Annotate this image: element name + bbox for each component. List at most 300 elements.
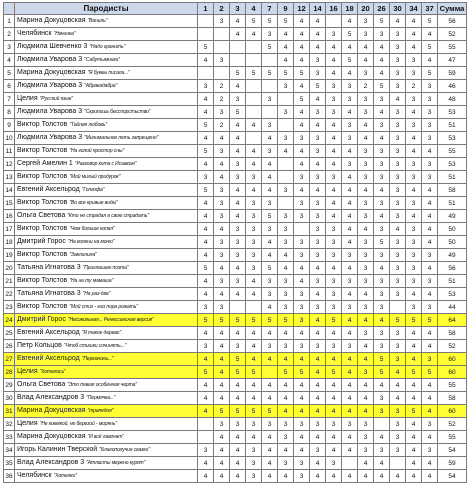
score-cell: 3 xyxy=(278,184,294,197)
score-cell: 4 xyxy=(214,132,230,145)
row-number: 5 xyxy=(4,67,15,80)
score-cell: 4 xyxy=(198,197,214,210)
score-cell: 4 xyxy=(422,431,438,444)
work-title: "Несокольная... Ренессансная версия" xyxy=(67,317,154,324)
score-cell: 4 xyxy=(230,28,246,41)
score-cell: 3 xyxy=(358,171,374,184)
score-cell: 4 xyxy=(326,405,342,418)
score-cell: 3 xyxy=(358,15,374,28)
score-cell: 4 xyxy=(198,54,214,67)
score-cell: 5 xyxy=(262,15,278,28)
score-cell: 5 xyxy=(262,210,278,223)
score-cell: 4 xyxy=(358,340,374,353)
score-cell: 3 xyxy=(278,210,294,223)
score-cell: 5 xyxy=(262,41,278,54)
author-name: Марина Докуцовская xyxy=(17,433,86,441)
parodist-cell xyxy=(15,288,198,301)
score-cell: 3 xyxy=(358,197,374,210)
work-title: "Начинка" xyxy=(53,31,76,38)
parodist-cell xyxy=(15,93,198,106)
score-cell: 3 xyxy=(374,275,390,288)
score-cell: 3 xyxy=(358,301,374,314)
score-cell: 4 xyxy=(246,119,262,132)
score-cell: 3 xyxy=(278,418,294,431)
table-row xyxy=(4,106,467,119)
score-cell: 3 xyxy=(326,223,342,236)
score-cell: 4 xyxy=(326,132,342,145)
score-cell: 3 xyxy=(294,470,310,483)
score-cell: 4 xyxy=(390,470,406,483)
score-cell xyxy=(214,41,230,54)
author-name: Виктор Толстов xyxy=(17,251,68,259)
score-cell: 3 xyxy=(358,275,374,288)
row-number: 20 xyxy=(4,262,15,275)
score-cell: 3 xyxy=(358,444,374,457)
author-name: Виктор Толстов xyxy=(17,277,68,285)
score-cell: 5 xyxy=(422,366,438,379)
header-judge: 30 xyxy=(390,3,406,15)
score-cell: 4 xyxy=(310,431,326,444)
score-cell: 3 xyxy=(342,340,358,353)
score-cell xyxy=(198,67,214,80)
score-cell: 4 xyxy=(406,379,422,392)
score-cell: 3 xyxy=(374,249,390,262)
score-cell xyxy=(262,366,278,379)
author-name: Челябинск xyxy=(17,472,52,480)
table-row xyxy=(4,327,467,340)
score-cell: 3 xyxy=(358,210,374,223)
score-cell: 3 xyxy=(422,106,438,119)
score-cell: 4 xyxy=(278,470,294,483)
parodist-cell xyxy=(15,340,198,353)
score-cell: 3 xyxy=(214,184,230,197)
score-cell: 4 xyxy=(374,379,390,392)
score-cell: 3 xyxy=(326,340,342,353)
score-cell: 3 xyxy=(422,171,438,184)
score-cell: 3 xyxy=(374,28,390,41)
score-cell: 4 xyxy=(294,15,310,28)
score-cell: 3 xyxy=(374,119,390,132)
score-cell: 4 xyxy=(294,54,310,67)
score-cell: 3 xyxy=(390,262,406,275)
score-cell: 4 xyxy=(294,106,310,119)
score-cell: 3 xyxy=(406,275,422,288)
score-cell: 4 xyxy=(374,67,390,80)
score-cell: 4 xyxy=(358,379,374,392)
score-cell: 3 xyxy=(310,223,326,236)
sum-cell: 49 xyxy=(438,249,467,262)
score-cell: 3 xyxy=(246,223,262,236)
work-title: "Чтоб стишки сочинять..." xyxy=(63,343,127,350)
score-cell: 4 xyxy=(390,392,406,405)
score-cell: 4 xyxy=(214,431,230,444)
score-cell: 5 xyxy=(214,314,230,327)
score-cell: 4 xyxy=(198,93,214,106)
table-row xyxy=(4,314,467,327)
score-cell: 4 xyxy=(230,392,246,405)
table-row xyxy=(4,262,467,275)
score-cell: 4 xyxy=(358,470,374,483)
score-cell xyxy=(214,67,230,80)
score-cell: 4 xyxy=(358,184,374,197)
score-cell: 3 xyxy=(326,301,342,314)
score-cell: 3 xyxy=(198,80,214,93)
score-cell: 4 xyxy=(326,145,342,158)
score-cell: 3 xyxy=(358,236,374,249)
work-title: "На голой простор сны" xyxy=(69,148,125,155)
work-title: "Пермячка..." xyxy=(86,395,116,402)
score-cell: 4 xyxy=(246,340,262,353)
score-cell: 4 xyxy=(294,28,310,41)
score-cell: 3 xyxy=(390,184,406,197)
score-cell: 3 xyxy=(390,158,406,171)
score-cell: 4 xyxy=(422,405,438,418)
header-judge: 16 xyxy=(326,3,342,15)
score-cell: 3 xyxy=(246,249,262,262)
score-cell: 4 xyxy=(294,41,310,54)
row-number: 18 xyxy=(4,236,15,249)
parodist-cell xyxy=(15,275,198,288)
score-cell: 4 xyxy=(262,158,278,171)
score-cell: 4 xyxy=(262,470,278,483)
score-cell: 4 xyxy=(422,145,438,158)
score-cell: 4 xyxy=(374,470,390,483)
score-cell: 5 xyxy=(278,314,294,327)
score-cell: 4 xyxy=(422,28,438,41)
score-cell: 5 xyxy=(278,67,294,80)
score-cell: 4 xyxy=(326,444,342,457)
score-cell: 3 xyxy=(278,223,294,236)
author-name: Челябинск xyxy=(17,30,52,38)
work-title: "Скрипишь бесспорстьство" xyxy=(84,109,151,116)
score-cell: 3 xyxy=(422,249,438,262)
score-cell: 4 xyxy=(422,288,438,301)
score-cell: 4 xyxy=(342,353,358,366)
score-cell: 3 xyxy=(294,171,310,184)
score-cell: 4 xyxy=(278,262,294,275)
parodist-cell xyxy=(15,366,198,379)
score-cell: 3 xyxy=(246,470,262,483)
score-cell: 3 xyxy=(294,197,310,210)
score-cell: 4 xyxy=(422,236,438,249)
score-cell: 4 xyxy=(214,223,230,236)
score-cell: 4 xyxy=(294,262,310,275)
score-cell: 3 xyxy=(326,275,342,288)
author-name: Виктор Толстов xyxy=(17,225,68,233)
parodist-cell xyxy=(15,262,198,275)
score-cell: 3 xyxy=(342,249,358,262)
score-cell: 4 xyxy=(214,262,230,275)
score-cell: 3 xyxy=(246,197,262,210)
score-cell: 3 xyxy=(294,301,310,314)
parodist-cell xyxy=(15,119,198,132)
score-cell xyxy=(230,41,246,54)
score-cell: 3 xyxy=(342,132,358,145)
score-cell: 4 xyxy=(214,288,230,301)
parodist-cell xyxy=(15,171,198,184)
author-name: Ольга Светова xyxy=(17,381,66,389)
score-cell xyxy=(246,41,262,54)
sum-cell: 55 xyxy=(438,379,467,392)
score-cell: 3 xyxy=(406,262,422,275)
row-number: 12 xyxy=(4,158,15,171)
score-cell: 3 xyxy=(390,353,406,366)
score-cell: 3 xyxy=(406,158,422,171)
sum-cell: 52 xyxy=(438,340,467,353)
score-cell xyxy=(278,171,294,184)
table-row xyxy=(4,470,467,483)
score-cell: 3 xyxy=(358,262,374,275)
score-cell: 4 xyxy=(326,197,342,210)
score-cell: 4 xyxy=(294,444,310,457)
sum-cell: 51 xyxy=(438,119,467,132)
score-cell: 3 xyxy=(278,275,294,288)
score-cell: 3 xyxy=(342,119,358,132)
score-cell: 3 xyxy=(214,249,230,262)
score-cell: 4 xyxy=(230,197,246,210)
score-cell: 4 xyxy=(214,353,230,366)
work-title: "Мой милый придурок" xyxy=(69,174,121,181)
parodist-cell xyxy=(15,223,198,236)
score-cell: 3 xyxy=(422,93,438,106)
score-cell: 5 xyxy=(326,314,342,327)
score-cell: 3 xyxy=(262,275,278,288)
score-cell: 4 xyxy=(198,223,214,236)
score-cell: 5 xyxy=(390,314,406,327)
score-cell: 3 xyxy=(278,288,294,301)
score-cell: 3 xyxy=(262,93,278,106)
sum-cell: 47 xyxy=(438,54,467,67)
score-cell: 4 xyxy=(278,405,294,418)
score-cell: 3 xyxy=(278,431,294,444)
parodist-cell xyxy=(15,327,198,340)
score-cell: 4 xyxy=(214,379,230,392)
score-cell: 3 xyxy=(326,457,342,470)
score-cell: 4 xyxy=(198,353,214,366)
score-cell: 3 xyxy=(278,236,294,249)
score-cell: 4 xyxy=(262,327,278,340)
score-cell: 3 xyxy=(358,106,374,119)
work-title: "И всё лавочат" xyxy=(87,434,124,441)
score-cell: 3 xyxy=(262,28,278,41)
table-row xyxy=(4,223,467,236)
score-cell xyxy=(246,106,262,119)
sum-cell: 50 xyxy=(438,223,467,236)
row-number: 34 xyxy=(4,444,15,457)
score-cell: 4 xyxy=(294,275,310,288)
score-cell: 4 xyxy=(214,444,230,457)
score-cell xyxy=(246,93,262,106)
table-row xyxy=(4,132,467,145)
work-title: "Разговор кота с Исааком" xyxy=(74,161,137,168)
score-cell: 4 xyxy=(246,392,262,405)
score-cell: 4 xyxy=(422,379,438,392)
score-cell: 4 xyxy=(246,288,262,301)
score-cell: 4 xyxy=(230,119,246,132)
score-cell: 3 xyxy=(390,132,406,145)
parodist-cell xyxy=(15,444,198,457)
table-row xyxy=(4,249,467,262)
author-name: Людмила Уварова 3 xyxy=(17,134,83,142)
score-cell: 3 xyxy=(390,444,406,457)
score-cell: 3 xyxy=(374,93,390,106)
score-cell: 4 xyxy=(198,106,214,119)
score-cell: 4 xyxy=(342,262,358,275)
score-cell: 4 xyxy=(214,158,230,171)
score-cell: 4 xyxy=(342,15,358,28)
score-cell: 4 xyxy=(310,15,326,28)
score-cell: 4 xyxy=(326,158,342,171)
row-number: 27 xyxy=(4,353,15,366)
score-cell: 3 xyxy=(230,236,246,249)
work-title: "Я буквы писала..." xyxy=(87,70,130,77)
work-title: "Русский язык" xyxy=(39,96,73,103)
score-cell: 3 xyxy=(422,444,438,457)
score-cell: 5 xyxy=(198,41,214,54)
score-cell: 4 xyxy=(374,210,390,223)
score-cell: 4 xyxy=(406,28,422,41)
score-cell: 3 xyxy=(262,340,278,353)
parodist-cell xyxy=(15,236,198,249)
row-number: 4 xyxy=(4,54,15,67)
score-cell: 4 xyxy=(342,470,358,483)
score-cell: 4 xyxy=(326,470,342,483)
table-row xyxy=(4,184,467,197)
score-cell: 4 xyxy=(358,353,374,366)
score-cell: 4 xyxy=(326,431,342,444)
score-cell: 4 xyxy=(326,353,342,366)
score-cell: 3 xyxy=(246,262,262,275)
score-cell xyxy=(278,158,294,171)
row-number: 25 xyxy=(4,327,15,340)
score-cell: 4 xyxy=(310,41,326,54)
work-title: "Не коемкой, не березой - морянь" xyxy=(39,421,117,428)
score-cell: 3 xyxy=(230,158,246,171)
score-cell: 4 xyxy=(230,80,246,93)
header-judge: 4 xyxy=(246,3,262,15)
score-cell: 4 xyxy=(310,93,326,106)
score-cell: 4 xyxy=(230,327,246,340)
row-number: 2 xyxy=(4,28,15,41)
header-judge: 9 xyxy=(278,3,294,15)
score-cell: 5 xyxy=(310,80,326,93)
score-cell: 3 xyxy=(198,444,214,457)
score-cell: 3 xyxy=(406,197,422,210)
score-cell: 4 xyxy=(326,54,342,67)
table-row xyxy=(4,301,467,314)
row-number: 7 xyxy=(4,93,15,106)
row-number: 33 xyxy=(4,431,15,444)
score-cell: 5 xyxy=(374,80,390,93)
author-name: Виктор Толстов xyxy=(17,121,68,129)
score-cell: 3 xyxy=(214,236,230,249)
score-cell: 3 xyxy=(230,249,246,262)
score-cell: 3 xyxy=(294,314,310,327)
score-cell xyxy=(278,197,294,210)
sum-cell: 59 xyxy=(438,457,467,470)
score-cell: 3 xyxy=(198,340,214,353)
score-cell: 3 xyxy=(326,171,342,184)
score-cell: 3 xyxy=(326,28,342,41)
table-row xyxy=(4,405,467,418)
score-cell: 4 xyxy=(326,67,342,80)
work-title: "Надо гранить" xyxy=(89,44,126,51)
score-cell: 3 xyxy=(214,418,230,431)
score-cell: 3 xyxy=(214,106,230,119)
row-number: 6 xyxy=(4,80,15,93)
score-cell: 3 xyxy=(294,418,310,431)
header-judge: 20 xyxy=(358,3,374,15)
score-cell: 3 xyxy=(422,80,438,93)
table-row xyxy=(4,54,467,67)
score-cell: 5 xyxy=(214,405,230,418)
score-cell: 3 xyxy=(246,457,262,470)
score-cell: 3 xyxy=(390,236,406,249)
score-cell xyxy=(198,28,214,41)
score-cell: 4 xyxy=(342,236,358,249)
score-cell: 3 xyxy=(246,171,262,184)
score-cell: 3 xyxy=(374,327,390,340)
score-cell: 3 xyxy=(294,210,310,223)
score-cell: 3 xyxy=(374,158,390,171)
score-cell: 4 xyxy=(422,184,438,197)
score-cell: 4 xyxy=(246,158,262,171)
score-cell: 3 xyxy=(310,145,326,158)
work-title: "На на ту мамаша" xyxy=(69,278,114,285)
score-cell: 4 xyxy=(358,54,374,67)
score-cell: 4 xyxy=(406,327,422,340)
score-cell: 5 xyxy=(406,366,422,379)
score-cell: 3 xyxy=(390,197,406,210)
score-cell: 5 xyxy=(198,314,214,327)
score-cell: 4 xyxy=(342,106,358,119)
score-cell: 4 xyxy=(230,288,246,301)
score-cell: 4 xyxy=(374,262,390,275)
score-cell: 4 xyxy=(294,158,310,171)
score-cell: 4 xyxy=(198,327,214,340)
score-cell: 4 xyxy=(342,41,358,54)
score-cell: 3 xyxy=(374,145,390,158)
score-cell: 4 xyxy=(422,262,438,275)
score-cell: 3 xyxy=(390,171,406,184)
score-cell: 3 xyxy=(310,340,326,353)
table-row xyxy=(4,392,467,405)
score-cell: 4 xyxy=(406,431,422,444)
author-name: Евгений Аксельрод xyxy=(17,329,80,337)
score-cell: 3 xyxy=(358,418,374,431)
sum-cell: 51 xyxy=(438,275,467,288)
score-cell: 4 xyxy=(342,405,358,418)
work-title: "Тайная любовь" xyxy=(69,122,107,129)
score-cell: 3 xyxy=(230,418,246,431)
score-cell: 5 xyxy=(198,119,214,132)
score-cell: 4 xyxy=(214,457,230,470)
score-cell: 4 xyxy=(198,275,214,288)
score-cell: 3 xyxy=(326,236,342,249)
score-cell: 3 xyxy=(326,288,342,301)
score-cell xyxy=(246,301,262,314)
score-cell xyxy=(374,418,390,431)
score-cell: 4 xyxy=(294,379,310,392)
score-cell: 4 xyxy=(230,457,246,470)
table-row xyxy=(4,340,467,353)
score-cell: 5 xyxy=(230,67,246,80)
row-number: 11 xyxy=(4,145,15,158)
score-cell: 3 xyxy=(278,457,294,470)
sum-cell: 58 xyxy=(438,184,467,197)
score-cell: 3 xyxy=(230,275,246,288)
score-cell: 4 xyxy=(342,67,358,80)
